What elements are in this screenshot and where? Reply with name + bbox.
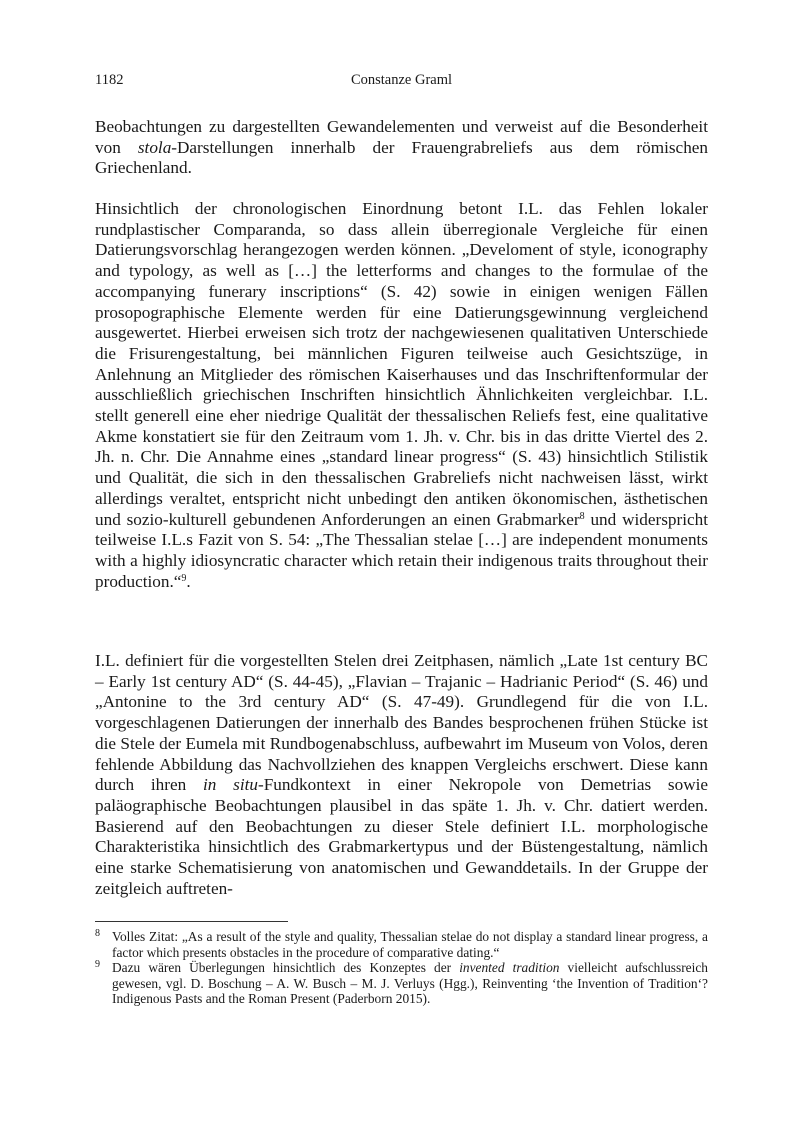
footnote-text: Volles Zitat: „As a result of the style and quality, Thessalian stelae do not display a standard linear progress, a factor which presents obstacles in the procedure of comparative dating.“ <box>112 929 708 960</box>
body-paragraph-1 <box>95 117 708 179</box>
footnote-text: Dazu wären Überlegungen hinsichtlich des Konzeptes der <box>112 960 460 976</box>
paragraph-text: Beobachtungen zu dargestellten Gewandelementen und verweist auf die Besonderheit von <box>95 117 708 157</box>
paragraph-text: und widerspricht teilweise I.L.s Fazit von S. 54: „The Thessalian stelae […] are independent monuments with a highly idiosyncratic character which retain their indigenous traits throughout their production.“ <box>95 509 708 591</box>
footnote-separator <box>95 921 288 922</box>
body-paragraph-2 <box>95 199 708 592</box>
footnote-number: 8 <box>95 928 100 939</box>
paragraph-text: -Fundkontext in einer Nekropole von Demetrias sowie paläographische Beobachtungen plausibel in das späte 1. Jh. v. Chr. datiert werden. Basierend auf den Beobachtungen zu dieser Stele definiert I.L. morphologische Charakteristika hinsichtlich des Grabmarkertypus und der Büstengestaltung, nämlich eine starke Schematisierung von anatomischen und Gewanddetails. In der Gruppe der zeitgleich auftreten- <box>95 775 709 898</box>
footnote-9 <box>95 960 708 1007</box>
italic-term: invented tradition <box>459 960 560 976</box>
body-paragraph-3 <box>95 651 708 899</box>
footnote-ref-9[interactable]: 9 <box>181 572 187 584</box>
footnotes <box>95 929 708 1007</box>
paragraph-text: I.L. definiert für die vorgestellten Stelen drei Zeitphasen, nämlich „Late 1st century BC – Early 1st century AD“ (S. 44-45), „Flavian – Trajanic – Hadrianic Period“ (S. 46) und „Antonine to the 3rd century AD“ (S. 47-49). Grundlegend für die von I.L. vorgeschlagenen Datierungen der innerhalb des Bandes besprochenen frühen Stücke ist die Stele der Eumela mit Rundbogenabschluss, aufbewahrt im Museum von Volos, deren fehlende Abbildung das Nachvollziehen des knappen Vergleichs erschwert. Diese kann durch ihren <box>95 651 708 795</box>
paragraph-text: Hinsichtlich der chronologischen Einordnung betont I.L. das Fehlen lokaler rundplastischer Comparanda, so dass allein überregionale Vergleiche für einen Datierungsvorschlag herangezogen werden können. „Develoment of style, iconography and typology, as well as […] the letterforms and changes to the formulae of the accompanying funerary inscriptions“ (S. 42) sowie in einigen wenigen Fällen prosopographische Elemente werden für eine Datierungsgewinnung vergleichend ausgewertet. Hierbei erweisen sich trotz der nachgewiesenen qualitativen Unterschiede die Frisurengestaltung, bei männlichen Figuren teilweise auch Gesichtszüge, in Anlehnung an Mitglieder des römischen Kaiserhauses und das Inschriftenformular der ausschließlich griechischen Inschriften hinsichtlich Ähnlichkeiten vergleichbar. I.L. stellt generell eine eher niedrige Qualität der thessalischen Reliefs fest, eine qualitative Akme konstatiert sie für den Zeitraum vom 1. Jh. v. Chr. bis in das dritte Viertel des 2. Jh. n. Chr. Die Annahme eines „standard linear progress“ (S. 43) hinsichtlich Stilistik und Qualität, die sich in den thessalischen Grabreliefs nicht nachweisen lässt, wirkt allerdings veraltet, entspricht nicht unbedingt den antiken ökonomischen, ästhetischen und sozio-kulturell gebundenen Anforderungen an einen Grabmarker <box>95 199 708 529</box>
paragraph-text: . <box>186 571 191 591</box>
paragraph-text: -Darstellungen innerhalb der Frauengrabreliefs aus dem römischen Griechenland. <box>95 137 709 178</box>
footnote-ref-8[interactable]: 8 <box>579 510 585 522</box>
footnote-number: 9 <box>95 959 100 971</box>
italic-term: stola <box>137 137 172 157</box>
page-header <box>95 72 708 92</box>
italic-term: in situ <box>203 775 258 795</box>
footnote-8 <box>95 929 708 960</box>
running-head-author: Constanze Graml <box>350 72 453 88</box>
page-number: 1182 <box>95 72 124 88</box>
footnote-text: vielleicht aufschlussreich gewesen, vgl. D. Boschung – A. W. Busch – M. J. Verluys (Hgg.), Reinventing ‘the Invention of Tradition‘? Indigenous Pasts and the Roman Present (Paderborn 2015). <box>112 960 708 1007</box>
